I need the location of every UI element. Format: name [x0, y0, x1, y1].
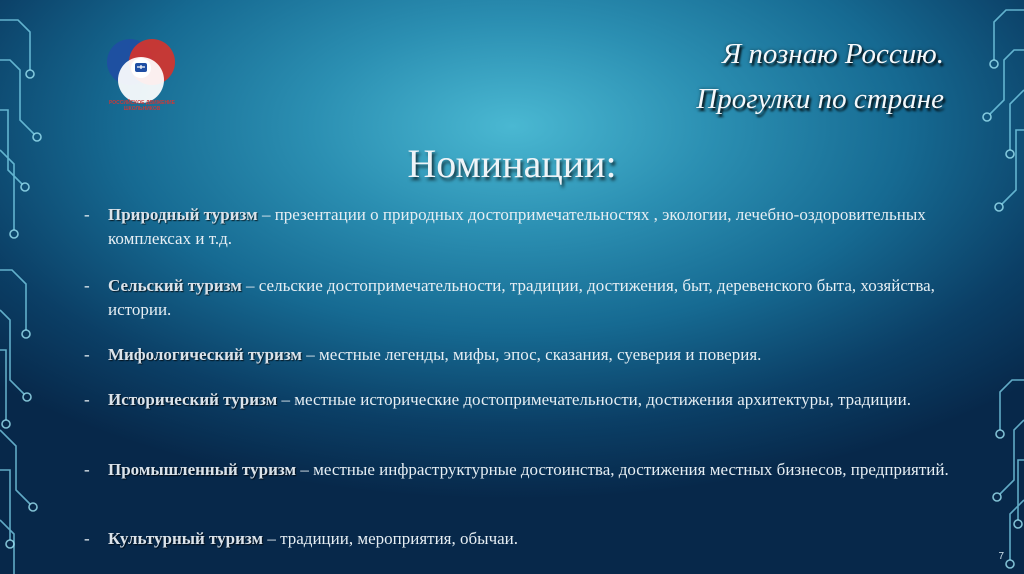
- nomination-term: Промышленный туризм: [108, 460, 301, 479]
- bullet-dash: -: [84, 205, 90, 224]
- bullet-dash: -: [84, 390, 90, 409]
- nomination-term: Сельский туризм: [108, 276, 247, 295]
- nomination-description: – традиции, мероприятия, обычаи.: [267, 529, 519, 548]
- nomination-term: Исторический туризм: [108, 390, 282, 409]
- logo-caption: РОССИЙСКОЕ ДВИЖЕНИЕ ШКОЛЬНИКОВ: [108, 100, 175, 112]
- nomination-description: – презентации о природных достопримечательностях , экологии, лечебно-оздоровительных комплексах и т.д.: [108, 205, 926, 248]
- nomination-term: Природный туризм: [108, 205, 262, 224]
- nomination-description: – местные исторические достопримечательности, достижения архитектуры, традиции.: [281, 390, 911, 409]
- page-number: 7: [998, 551, 1004, 562]
- nomination-item: [84, 203, 954, 251]
- section-heading: Номинации:: [407, 141, 617, 186]
- nomination-item: [84, 388, 911, 412]
- slide-title: Я познаю Россию.: [722, 38, 944, 70]
- nomination-term: Культурный туризм: [108, 529, 268, 548]
- slide-subtitle: Прогулки по стране: [696, 83, 944, 115]
- circuit-decoration-left: [0, 0, 80, 574]
- nomination-description: – сельские достопримечательности, традиции, достижения, быт, деревенского быта, хозяйства, истории.: [108, 276, 935, 319]
- nomination-item: [84, 343, 761, 367]
- circuit-decoration-right: [944, 0, 1024, 574]
- bullet-dash: -: [84, 345, 90, 364]
- bullet-dash: -: [84, 529, 90, 548]
- bullet-dash: -: [84, 276, 90, 295]
- nomination-item: [84, 458, 949, 482]
- bullet-dash: -: [84, 460, 90, 479]
- nomination-term: Мифологический туризм: [108, 345, 307, 364]
- nomination-item: [84, 527, 518, 551]
- nomination-description: – местные инфраструктурные достоинства, достижения местных бизнесов, предприятий.: [300, 460, 949, 479]
- nomination-item: [84, 274, 954, 322]
- nomination-description: – местные легенды, мифы, эпос, сказания, суеверия и поверия.: [306, 345, 762, 364]
